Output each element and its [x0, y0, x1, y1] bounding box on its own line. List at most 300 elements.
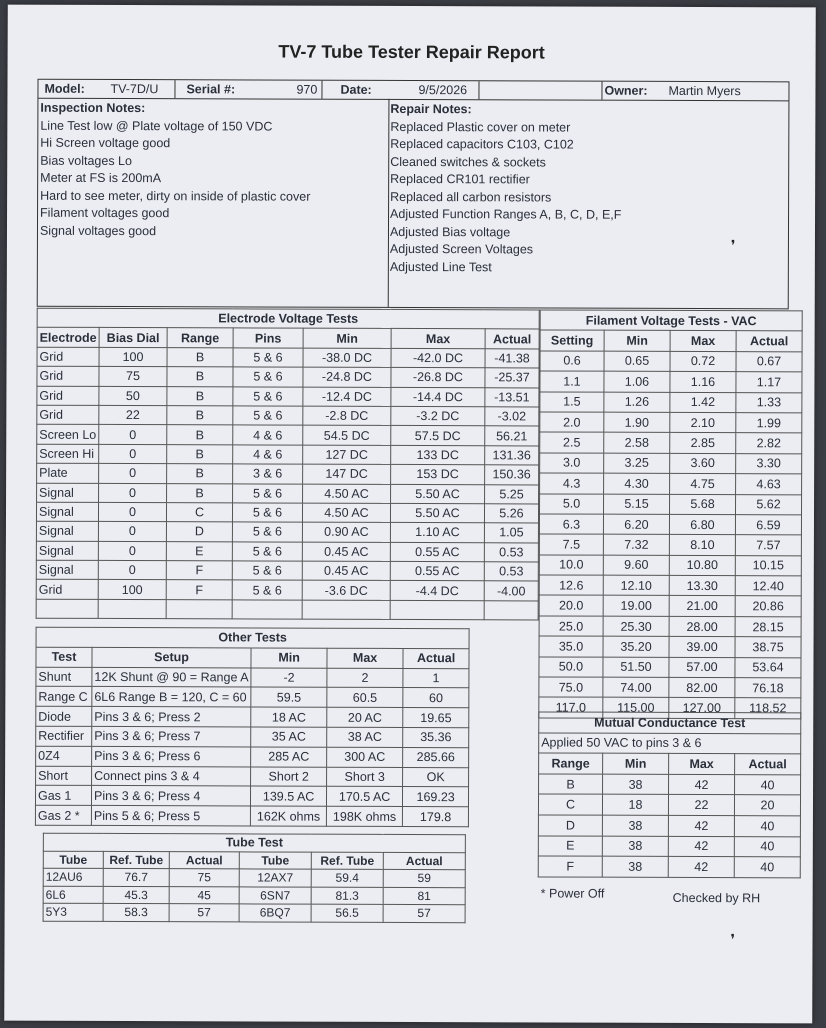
table-cell: Pins 5 & 6; Press 5 — [91, 806, 250, 826]
table-cell: 5Y3 — [43, 903, 103, 921]
table-cell: 127.00 — [669, 698, 735, 719]
table-cell: 0 — [98, 541, 166, 561]
table-cell: 0.53 — [484, 542, 538, 562]
table-cell: 162K ohms — [251, 806, 327, 826]
table-cell: -3.2 DC — [391, 406, 485, 426]
inspection-line: Line Test low @ Plate voltage of 150 VDC — [40, 118, 273, 134]
table-cell: 59 — [383, 869, 465, 887]
table-row — [539, 575, 801, 596]
table-cell: 12AU6 — [43, 868, 103, 886]
column-header: Min — [251, 648, 327, 668]
table-cell: 1.90 — [604, 412, 670, 433]
table-cell: 39.00 — [669, 637, 735, 658]
table-row — [36, 667, 469, 688]
table-cell: 53.64 — [735, 657, 801, 678]
column-header: Max — [669, 754, 735, 775]
table-cell: Grid — [37, 405, 99, 425]
table-cell: 1.16 — [670, 372, 736, 393]
table-cell: 2.10 — [670, 412, 736, 433]
table-cell: 75 — [99, 367, 167, 387]
column-header: Min — [603, 753, 669, 774]
other-tests-table — [35, 627, 470, 827]
table-row — [43, 903, 465, 922]
table-cell: 19.65 — [403, 708, 469, 728]
table-cell: 4.3 — [540, 473, 604, 494]
table-cell: 3.60 — [670, 453, 736, 474]
table-cell: 147 DC — [303, 464, 391, 484]
table-row — [540, 351, 802, 372]
power-off-note: * Power Off — [540, 886, 605, 901]
column-header: Test — [36, 647, 92, 667]
table-cell: 8.10 — [669, 535, 735, 556]
table-cell: 150.36 — [485, 465, 539, 485]
table-cell: B — [167, 483, 233, 503]
repair-line: Replaced capacitors C103, C102 — [390, 136, 574, 152]
table-cell: 35.36 — [403, 727, 469, 747]
table-cell: 285.66 — [403, 747, 469, 767]
table-cell: Screen Hi — [37, 444, 99, 464]
table-cell: C — [538, 794, 602, 815]
table-row — [37, 425, 539, 446]
table-cell: 38 — [602, 815, 668, 836]
column-header: Tube — [239, 851, 311, 869]
column-header: Min — [604, 331, 670, 352]
table-cell: 59.4 — [311, 869, 383, 887]
table-cell: Gas 2 * — [35, 805, 91, 825]
table-row — [539, 514, 801, 535]
repair-line: Cleaned switches & sockets — [390, 154, 546, 169]
table-cell: 5.50 AC — [391, 484, 485, 504]
table-row — [540, 412, 802, 433]
table-cell: -12.4 DC — [303, 387, 391, 407]
table-cell: 6L6 — [43, 886, 103, 904]
table-cell: 19.00 — [603, 596, 669, 617]
page-title: TV-7 Tube Tester Repair Report — [278, 41, 545, 63]
table-row — [43, 868, 465, 887]
table-cell: E — [166, 541, 232, 561]
table-cell: 12.10 — [603, 575, 669, 596]
pen-mark: ❜ — [730, 237, 736, 254]
table-cell: 5 & 6 — [233, 483, 303, 503]
column-header: Range — [539, 753, 603, 774]
table-cell: 82.00 — [669, 677, 735, 698]
table-row — [539, 636, 801, 657]
mutual-header-row — [539, 753, 801, 775]
table-cell: 5.68 — [670, 494, 736, 515]
table-cell: 45 — [169, 886, 239, 904]
table-cell: 1.5 — [540, 392, 604, 413]
table-row — [36, 541, 538, 562]
column-header: Max — [327, 648, 403, 668]
table-cell: 6.59 — [735, 515, 801, 536]
table-cell: 38 — [602, 836, 668, 857]
table-cell: Short 3 — [327, 767, 403, 787]
table-cell: 170.5 AC — [327, 787, 403, 807]
table-cell: B — [167, 406, 233, 426]
table-cell: 25.30 — [603, 616, 669, 637]
table-row — [538, 856, 800, 878]
table-cell: 10.80 — [669, 555, 735, 576]
table-row — [37, 405, 539, 426]
table-cell: 2.58 — [604, 433, 670, 454]
table-cell: 6BQ7 — [239, 904, 311, 922]
table-cell: 131.36 — [485, 445, 539, 465]
table-cell: 38 — [603, 774, 669, 795]
table-row — [37, 463, 539, 484]
table-cell: 56.21 — [485, 426, 539, 446]
table-cell: 0.6 — [540, 351, 604, 372]
table-row — [36, 521, 538, 542]
repair-line: Adjusted Bias voltage — [389, 224, 511, 239]
table-cell: 1 — [403, 668, 469, 688]
inspection-line: Hi Screen voltage good — [40, 135, 171, 151]
table-cell: 28.15 — [735, 616, 801, 637]
table-row — [539, 657, 801, 678]
table-cell — [390, 600, 484, 620]
owner-value: Martin Myers — [668, 83, 741, 99]
table-cell: 9.60 — [603, 555, 669, 576]
table-cell: 10.0 — [539, 555, 603, 576]
table-cell: 40 — [734, 836, 800, 857]
table-cell — [232, 600, 302, 620]
table-cell: 5 & 6 — [232, 503, 302, 523]
table-cell: 20 — [734, 795, 800, 816]
pen-mark: ❜ — [730, 931, 736, 948]
column-header: Actual — [735, 754, 801, 775]
header-block — [37, 79, 790, 310]
table-cell: 0.67 — [736, 351, 802, 372]
table-cell — [166, 600, 232, 620]
model-label: Model: — [44, 81, 85, 96]
other-header-row — [36, 647, 469, 668]
inspection-heading: Inspection Notes: — [40, 100, 146, 116]
table-cell: Grid — [37, 366, 99, 386]
table-cell: Screen Lo — [37, 425, 99, 445]
table-cell: 28.00 — [669, 616, 735, 637]
table-row — [35, 786, 468, 807]
table-cell: 4.75 — [670, 474, 736, 495]
table-cell: Connect pins 3 & 4 — [92, 766, 251, 786]
checked-by: Checked by RH — [672, 890, 761, 906]
table-cell: Short — [36, 766, 92, 786]
table-cell: Pins 3 & 6; Press 4 — [91, 786, 250, 806]
table-cell: 75.0 — [539, 677, 603, 698]
table-cell — [302, 600, 390, 620]
table-cell: 57 — [169, 904, 239, 922]
table-cell: 1.17 — [736, 372, 802, 393]
filament-title: Filament Voltage Tests - VAC — [540, 310, 802, 331]
table-cell: 2 — [327, 668, 403, 688]
table-row — [43, 886, 465, 905]
table-cell: 0.72 — [670, 351, 736, 372]
electrode-table — [36, 308, 540, 621]
table-cell: 169.23 — [403, 787, 469, 807]
table-cell: Gas 1 — [35, 786, 91, 806]
table-cell: 18 AC — [251, 707, 327, 727]
table-cell: 57.5 DC — [391, 426, 485, 446]
repair-notes — [390, 101, 781, 277]
table-cell: 1.26 — [604, 392, 670, 413]
table-cell: Shunt — [36, 667, 92, 687]
table-cell — [98, 599, 166, 619]
table-cell: 153 DC — [391, 465, 485, 485]
table-cell: -38.0 DC — [303, 348, 391, 368]
table-cell: OK — [403, 767, 469, 787]
table-cell: 285 AC — [251, 747, 327, 767]
table-cell: 100 — [98, 580, 166, 600]
table-cell: Signal — [37, 483, 99, 503]
column-header: Actual — [169, 851, 239, 869]
table-cell: D — [538, 815, 602, 836]
table-cell: 139.5 AC — [251, 786, 327, 806]
table-row — [538, 836, 800, 858]
mutual-subtitle: Applied 50 VAC to pins 3 & 6 — [539, 733, 801, 755]
repair-line: Adjusted Function Ranges A, B, C, D, E,F — [390, 206, 622, 222]
table-cell: 35.0 — [539, 636, 603, 657]
table-row — [540, 473, 802, 494]
table-row — [540, 453, 802, 474]
table-cell: 5 & 6 — [232, 542, 302, 562]
table-cell: 5 & 6 — [233, 406, 303, 426]
table-row — [36, 599, 538, 620]
column-header: Min — [303, 329, 391, 349]
date-label: Date: — [340, 82, 372, 97]
table-cell: 4.63 — [736, 474, 802, 495]
table-row — [540, 432, 802, 453]
table-cell: 117.0 — [539, 697, 603, 718]
repair-line: Replaced Plastic cover on meter — [390, 119, 571, 135]
table-cell: 42 — [668, 815, 734, 836]
column-header: Actual — [485, 329, 539, 349]
table-cell: 38 — [602, 856, 668, 877]
serial-label: Serial #: — [186, 82, 236, 97]
table-row — [36, 687, 469, 708]
table-cell: 20 AC — [327, 707, 403, 727]
table-cell: -14.4 DC — [391, 387, 485, 407]
table-cell: C — [166, 503, 232, 523]
table-cell: 2.85 — [670, 433, 736, 454]
table-cell: 0.65 — [604, 351, 670, 372]
table-cell: 0Z4 — [36, 746, 92, 766]
table-cell: Grid — [37, 386, 99, 406]
table-cell — [484, 601, 538, 621]
electrode-title: Electrode Voltage Tests — [37, 308, 539, 329]
table-cell: 50 — [99, 386, 167, 406]
column-header: Setting — [540, 330, 604, 351]
table-cell: 0 — [98, 560, 166, 580]
table-cell: 13.30 — [669, 575, 735, 596]
table-cell: F — [166, 580, 232, 600]
table-row — [36, 502, 538, 523]
table-cell: 7.57 — [735, 535, 801, 556]
table-cell: 0.53 — [484, 562, 538, 582]
table-cell: 20.0 — [539, 595, 603, 616]
table-cell: 6SN7 — [239, 886, 311, 904]
table-cell: Plate — [37, 463, 99, 483]
table-cell: Signal — [36, 541, 98, 561]
table-cell: 42 — [669, 774, 735, 795]
table-cell: -2.8 DC — [303, 406, 391, 426]
column-header: Ref. Tube — [311, 852, 383, 870]
table-cell: 2.82 — [736, 433, 802, 454]
table-cell: 57 — [383, 904, 465, 922]
date-value: 9/5/2026 — [418, 83, 468, 98]
table-cell: 5.62 — [736, 494, 802, 515]
table-row — [539, 774, 801, 796]
table-cell: 5.50 AC — [390, 503, 484, 523]
table-cell: 2.5 — [540, 432, 604, 453]
table-row — [540, 371, 802, 392]
table-cell: F — [538, 856, 602, 877]
table-row — [538, 815, 800, 837]
column-header: Ref. Tube — [103, 851, 169, 869]
table-cell: 4.50 AC — [303, 484, 391, 504]
table-cell: 74.00 — [603, 677, 669, 698]
header-row — [38, 80, 788, 102]
table-cell: 10.15 — [735, 555, 801, 576]
column-header: Tube — [43, 851, 103, 869]
table-cell: -13.51 — [485, 387, 539, 407]
table-cell: 133 DC — [391, 445, 485, 465]
table-cell: 22 — [99, 405, 167, 425]
table-cell: B — [167, 347, 233, 367]
table-cell: 76.18 — [735, 678, 801, 699]
column-header: Max — [670, 331, 736, 352]
table-row — [538, 794, 800, 816]
table-cell: B — [167, 367, 233, 387]
repair-line: Adjusted Screen Voltages — [389, 241, 534, 257]
mutual-conductance-table — [538, 711, 802, 878]
table-cell: 38 AC — [327, 727, 403, 747]
table-cell: 12AX7 — [239, 869, 311, 887]
table-row — [36, 706, 469, 727]
table-cell: 60.5 — [327, 688, 403, 708]
table-cell: 100 — [99, 347, 167, 367]
table-cell: 42 — [668, 857, 734, 878]
table-cell: Rectifier — [36, 726, 92, 746]
table-cell: B — [167, 425, 233, 445]
table-cell: -42.0 DC — [391, 348, 485, 368]
model-value: TV-7D/U — [110, 81, 159, 97]
table-cell: 3.30 — [736, 453, 802, 474]
table-cell: 4.50 AC — [302, 503, 390, 523]
table-cell: -3.6 DC — [302, 581, 390, 601]
table-cell: 1.42 — [670, 392, 736, 413]
filament-header-row — [540, 330, 802, 351]
table-cell: 1.06 — [604, 371, 670, 392]
table-row — [539, 534, 801, 555]
table-cell: 40 — [734, 816, 800, 837]
table-cell: -4.4 DC — [390, 581, 484, 601]
table-cell: 6.80 — [669, 514, 735, 535]
table-cell: 54.5 DC — [303, 425, 391, 445]
table-cell: 300 AC — [327, 747, 403, 767]
table-cell: 4 & 6 — [233, 425, 303, 445]
table-cell: Pins 3 & 6; Press 7 — [92, 726, 251, 746]
table-cell: 59.5 — [251, 687, 327, 707]
mutual-title: Mutual Conductance Test — [539, 712, 801, 734]
table-cell: 6.3 — [539, 514, 603, 535]
table-cell: 20.86 — [735, 596, 801, 617]
table-cell: 45.3 — [103, 886, 169, 904]
inspection-line: Filament voltages good — [40, 205, 170, 221]
table-cell: 5.0 — [540, 493, 604, 514]
table-cell: 35 AC — [251, 727, 327, 747]
table-cell: B — [167, 386, 233, 406]
table-cell: 179.8 — [403, 807, 469, 827]
table-cell: 2.0 — [540, 412, 604, 433]
table-cell: 0 — [99, 483, 167, 503]
table-cell: 75 — [169, 869, 239, 887]
table-cell: 57.00 — [669, 657, 735, 678]
table-cell: 38.75 — [735, 637, 801, 658]
table-row — [36, 580, 538, 601]
column-header: Pins — [233, 328, 303, 348]
table-cell: 5 & 6 — [232, 522, 302, 542]
tube-test-table — [43, 833, 466, 923]
inspection-line: Signal voltages good — [39, 223, 157, 238]
table-cell: 0 — [99, 444, 167, 464]
table-cell: 40 — [734, 857, 800, 878]
table-cell: 7.32 — [603, 534, 669, 555]
electrode-header-row — [37, 328, 539, 349]
table-cell: 5 & 6 — [232, 561, 302, 581]
table-cell: B — [539, 774, 603, 795]
table-cell: 40 — [735, 774, 801, 795]
table-cell: 3.0 — [540, 453, 604, 474]
table-cell: Diode — [36, 706, 92, 726]
table-row — [36, 766, 469, 787]
filament-table — [538, 309, 802, 719]
table-cell: F — [166, 561, 232, 581]
column-header: Actual — [383, 852, 465, 870]
table-cell: 5.25 — [485, 484, 539, 504]
inspection-line: Meter at FS is 200mA — [40, 170, 162, 186]
table-row — [36, 560, 538, 581]
table-row — [539, 555, 801, 576]
table-cell: 5 & 6 — [233, 386, 303, 406]
inspection-line: Hard to see meter, dirty on inside of plastic cover — [40, 188, 311, 204]
table-cell: 12.40 — [735, 576, 801, 597]
table-cell: 0.45 AC — [302, 561, 390, 581]
table-row — [37, 444, 539, 465]
table-row — [539, 616, 801, 637]
column-header: Range — [167, 328, 233, 348]
repair-line: Adjusted Line Test — [389, 259, 492, 274]
table-cell: 7.5 — [539, 534, 603, 555]
table-cell: 0.55 AC — [390, 542, 484, 562]
table-cell: 5.15 — [604, 494, 670, 515]
table-cell: 76.7 — [103, 868, 169, 886]
table-cell: 81 — [383, 887, 465, 905]
table-cell: 1.33 — [736, 392, 802, 413]
table-cell: 115.00 — [603, 698, 669, 719]
table-cell: -41.38 — [485, 349, 539, 369]
table-cell: Pins 3 & 6; Press 6 — [92, 746, 251, 766]
table-cell: 35.20 — [603, 636, 669, 657]
table-cell: Signal — [36, 502, 98, 522]
serial-value: 970 — [296, 82, 318, 97]
column-header: Electrode — [37, 328, 99, 348]
table-row — [540, 493, 802, 514]
report-page — [4, 5, 816, 1024]
tube-header-row — [43, 851, 465, 870]
table-cell: 198K ohms — [327, 806, 403, 826]
table-cell: Grid — [37, 347, 99, 367]
table-cell: 1.1 — [540, 371, 604, 392]
table-cell — [36, 599, 98, 619]
table-cell: B — [167, 464, 233, 484]
